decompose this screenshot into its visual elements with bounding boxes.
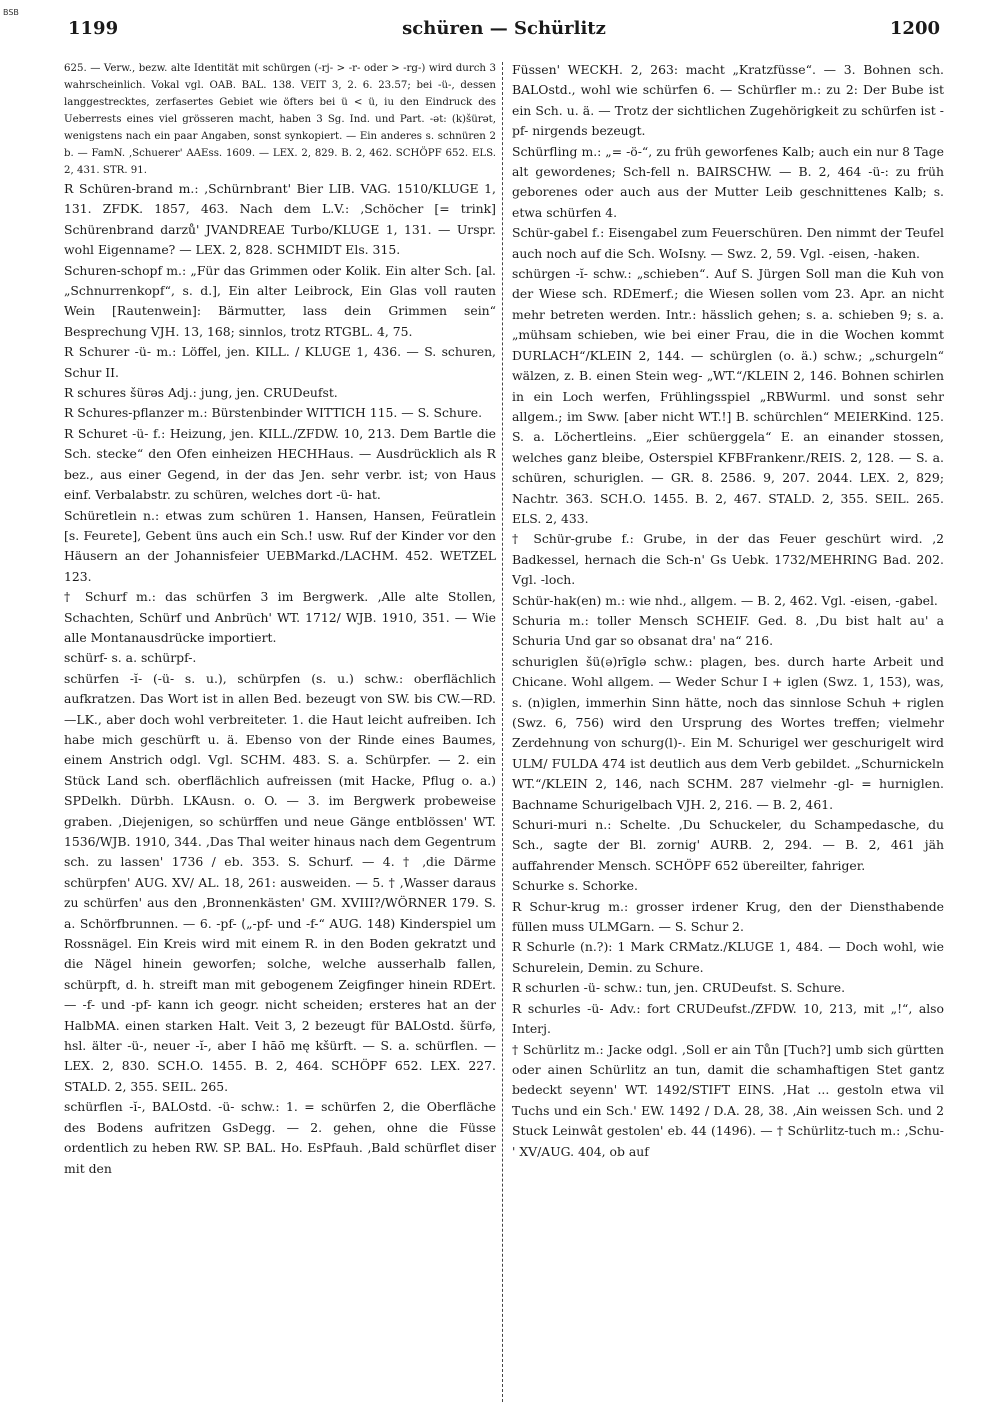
left-column (64, 60, 496, 1410)
dictionary-entry: schürflen -ĭ-, BALOstd. -ü- schw.: 1. = schürfen 2, die Oberfläche des Bodens aufritzen GsDegg. — 2. gehen, ohne die Füsse ordentlich zu heben RW. SP. BAL. Ho. EsPfauh. ‚Bald schürflet diser mit den (64, 1099, 496, 1176)
dictionary-entry: 625. — Verw., bezw. alte Identität mit schürgen (-rj- > -r- oder > -rg-) wird durch 3 wahrscheinlich. Vokal vgl. OAB. BAL. 138. VEIT 3, 2. 6. 23.57; bei -ü-, dessen langgestrecktes, zerfasertes Gebiet wie öfters bei ü < ü, iu den Eindruck des Ueberrests eines viel grösseren macht, haben 3 Sg. Ind. und Part. -ət: (k)šürət, wenigstens nach ein paar Angaben, sonst synkopiert. — Ein anderes s. schnüren 2 b. — FamN. ‚Schuerer' AAEss. 1609. — LEX. 2, 829. B. 2, 462. SCHÖPF 652. ELS. 2, 431. STR. 91. (64, 63, 496, 176)
dictionary-entry: Schür-gabel f.: Eisengabel zum Feuerschüren. Den nimmt der Teufel auch noch auf die Sch. WoIsny. — Swz. 2, 59. Vgl. -eisen, -haken. (512, 225, 944, 261)
dictionary-entry: Schürfling m.: „= -ö-“, zu früh geworfenes Kalb; auch ein nur 8 Tage alt gewordenes; Sch-fell n. BAIRSCHW. — B. 2, 464 -ü-: zu früh geborenes oder auch aus der Mutter Leib geschnittenes Kalb; s. etwa schürfen 4. (512, 143, 944, 220)
right-page-number: 1200 (889, 18, 940, 39)
dictionary-entry: † Schurf m.: das schürfen 3 im Bergwerk. ‚Alle alte Stollen, Schachten, Schürf und Anbrüch' WT. 1712/ WJB. 1910, 351. — Wie alle Montanausdrücke importiert. (64, 589, 496, 645)
dictionary-entry: schuriglen šü(ə)rīglə schw.: plagen, bes. durch harte Arbeit und Chicane. Wohl allgem. — Weder Schur I + iglen (Swz. 1, 153), was, s. (n)iglen, immerhin Sinn hätte, noch das sinnlose Schuh + riglen (Swz. 6, 756) wird den Ursprung des Wortes treffen; vielmehr Zerdehnung von schurg(l)-. Ein M. Schurigel wer geschurigelt wird ULM/ FULDA 474 ist deutlich aus dem Verb gebildet. „Schurnickeln WT.“/KLEIN 2, 146, nach SCHM. 287 vielmehr -gl- = hurniglen. Bachname Schurigelbach VJH. 2, 216. — B. 2, 461. (512, 653, 944, 812)
dictionary-entry: schürf- s. a. schürpf-. (64, 650, 197, 666)
dictionary-entry: Schüretlein n.: etwas zum schüren 1. Hansen, Hansen, Feüratlein [s. Feurete], Gebent üns auch ein Sch.! usw. Ruf der Kinder vor den Häusern an der Johannisfeier UEBMarkd./LACHM. 452. WETZEL 123. (64, 507, 496, 584)
dictionary-entry: Schuri-muri n.: Schelte. ‚Du Schuckeler, du Schampedasche, du Sch., sagte der Bl. zornig' AURB. 2, 294. — B. 2, 461 jäh auffahrender Mensch. SCHÖPF 652 übereilter, fahriger. (512, 817, 944, 873)
dictionary-entry: R Schüren-brand m.: ‚Schürnbrant' Bier LIB. VAG. 1510/KLUGE 1, 131. ZFDK. 1857, 463. Nach dem L.V.: ‚Schöcher [= trink] Schürenbrand darzů' JVANDREAE Turbo/KLUGE 1, 131. — Urspr. wohl Eigenname? — LEX. 2, 828. SCHMIDT Els. 315. (64, 181, 496, 258)
library-stamp: BSB (3, 8, 19, 17)
dictionary-entry: Schuria m.: toller Mensch SCHEIF. Ged. 8. ‚Du bist halt au' a Schuria Und gar so obsanat dra' na“ 216. (512, 612, 944, 649)
dictionary-entry: R Schurer -ü- m.: Löffel, jen. KILL. / KLUGE 1, 436. — S. schuren, Schur II. (64, 344, 496, 380)
right-column (512, 60, 944, 1410)
left-page-number: 1199 (68, 18, 119, 39)
dictionary-entry: † Schür-grube f.: Grube, in der das Feuer geschürt wird. ‚2 Badkessel, hernach die Sch-n' Gs Uebk. 1732/MEHRING Bad. 202. Vgl. -loch. (512, 531, 944, 588)
dictionary-entry: R schurlen -ü- schw.: tun, jen. CRUDeufst. S. Schure. (512, 980, 846, 996)
dictionary-entry: R schurles -ü- Adv.: fort CRUDeufst./ZFDW. 10, 213, mit „!“, also Interj. (512, 1000, 944, 1037)
dictionary-entry: R schures šürəs Adj.: jung, jen. CRUDeufst. (64, 385, 338, 401)
dictionary-entry: schürgen -ĭ- schw.: „schieben“. Auf S. Jürgen Soll man die Kuh von der Wiese sch. RDEmerf.; die Wiesen sollen vom 23. Apr. an nicht mehr betreten werden. Intr.: hässlich gehen; s. a. schieben 9; s. a. „mühsam schieben, wie bei einer Frau, die in die Wochen kommt DURLACH“/KLEIN 2, 144. — schürglen (o. ä.) schw.; „schurgeln“ wälzen, z. B. einen Stein weg- „WT.“/KLEIN 2, 146. Bohnen schirlen in ein Loch werfen, Frühlingsspiel „RBWurml. und sonst sehr allgem.; im Sww. [aber nicht WT.!] B. schürchlen“ MEIERKind. 125. S. a. Löchertleins. „Eier schüerggela“ E. an einander stossen, welches ganz bleibe, Osterspiel KFBFrankenr./REIS. 2, 128. — S. a. schüren, schuriglen. — GR. 8. 2586. 9, 207. 2044. LEX. 2, 829; Nachtr. 363. SCH.O. 1455. B. 2, 467. STALD. 2, 355. SEIL. 265. ELS. 2, 433. (512, 266, 944, 526)
dictionary-entry: Schurke s. Schorke. (512, 878, 638, 894)
dictionary-entry: Füssen' WECKH. 2, 263: macht „Kratzfüsse“. — 3. Bohnen sch. BALOstd., wohl wie schürfen 6. — Schürfler m.: zu 2: Der Bube ist ein Sch. u. ä. — Trotz der sichtlichen Zugehörigkeit zu schürfen ist -pf- nirgends bezeugt. (512, 62, 944, 139)
running-title: schüren — Schürlitz (402, 18, 606, 39)
dictionary-entry: † Schürlitz m.: Jacke odgl. ‚Soll er ain Tůn [Tuch?] umb sich gürtten oder ainen Schürlitz an tun, damit die schamhaftigen Stet gantz bedeckt seyenn' WT. 1492/STIFT EINS. ‚Hat ... gestoln etwa vil Tuchs und ein Sch.' EW. 1492 / D.A. 28, 38. ‚Ain weissen Sch. und 2 Stuck Leinwât gestolen' eb. 44 (1496). — † Schürlitz-tuch m.: ‚Schu-' XV/AUG. 404, ob auf (512, 1041, 944, 1159)
dictionary-entry: R Schuret -ü- f.: Heizung, jen. KILL./ZFDW. 10, 213. Dem Bartle die Sch. stecke“ den Ofen einheizen HECHHaus. — Ausdrücklich als R bez., aus einer Gegend, in der das Jen. sehr verbr. ist; von Haus einf. Verbalabstr. zu schüren, welches dort -ü- hat. (64, 425, 496, 503)
dictionary-entry: R Schur-krug m.: grosser irdener Krug, den der Diensthabende füllen muss ULMGarn. — S. Schur 2. (512, 898, 944, 935)
dictionary-entry: Schür-hak(en) m.: wie nhd., allgem. — B. 2, 462. Vgl. -eisen, -gabel. (512, 592, 938, 608)
dictionary-entry: R Schurle (n.?): 1 Mark CRMatz./KLUGE 1, 484. — Doch wohl, wie Schurelein, Demin. zu Schure. (512, 939, 944, 975)
page-header (64, 14, 944, 42)
dictionary-entry: schürfen -ĭ- (-ü- s. u.), schürpfen (s. u.) schw.: oberflächlich aufkratzen. Das Wort ist in allen Bed. bezeugt von SW. bis CW.—RD.—LK., aber doch wohl verbreiteter. 1. die Haut leicht aufreiben. Ich habe mich geschürft u. ä. Ebenso von der Rinde eines Baumes, einem Anstrich odgl. Vgl. SCHM. 483. S. a. Schürpfer. — 2. ein Stück Land sch. oberflächlich aufreissen (mit Hacke, Pflug o. a.) SPDelkh. Dürbh. LKAusn. o. O. — 3. im Bergwerk probeweise graben. ‚Diejenigen, so schürffen und neue Gänge entblössen' WT. 1536/WJB. 1910, 344. ‚Das Thal weiter hinaus nach dem Gegentrum sch. zu lassen' 1736 / eb. 353. S. Schurf. — 4. † ‚die Därme schürpfen' AUG. XV/ AL. 18, 261: ausweiden. — 5. † ‚Wasser daraus zu schürfen' aus den ‚Bronnenkästen' GM. XVIII?/WÖRNER 179. S. a. Schörfbrunnen. — 6. -pf- („-pf- und -f-“ AUG. 148) Kinderspiel um Rossnägel. Ein Kreis wird mit einem R. in den Boden gekratzt und die Nägel hinein geworfen; solche, welche ausserhalb fallen, schürpft, d. h. streift man mit gebogenem Zeigfinger hinein RDErt. — -f- und -pf- kann ich geogr. nicht scheiden; ersteres hat an der HalbMA. einen starken Halt. Veit 3, 2 bezeugt für BALOstd. šürfə, hsl. älter -ü-, neuer -ĭ-, aber I hāō mę kšürft. — S. a. schürflen. — LEX. 2, 830. SCH.O. 1455. B. 2, 464. SCHÖPF 652. LEX. 227. STALD. 2, 355. SEIL. 265. (64, 670, 496, 1094)
column-divider (502, 62, 503, 1402)
dictionary-entry: R Schures-pflanzer m.: Bürstenbinder WITTICH 115. — S. Schure. (64, 405, 483, 421)
dictionary-entry: Schuren-schopf m.: „Für das Grimmen oder Kolik. Ein alter Sch. [al. „Schnurrenkopf“, s. d.], Ein alter Leibrock, Ein Glas voll rauten Wein [Rautenwein]: Bärmutter, lass dein Grimmen sein“ Besprechung VJH. 13, 168; sinnlos, trotz RTGBL. 4, 75. (64, 262, 496, 339)
